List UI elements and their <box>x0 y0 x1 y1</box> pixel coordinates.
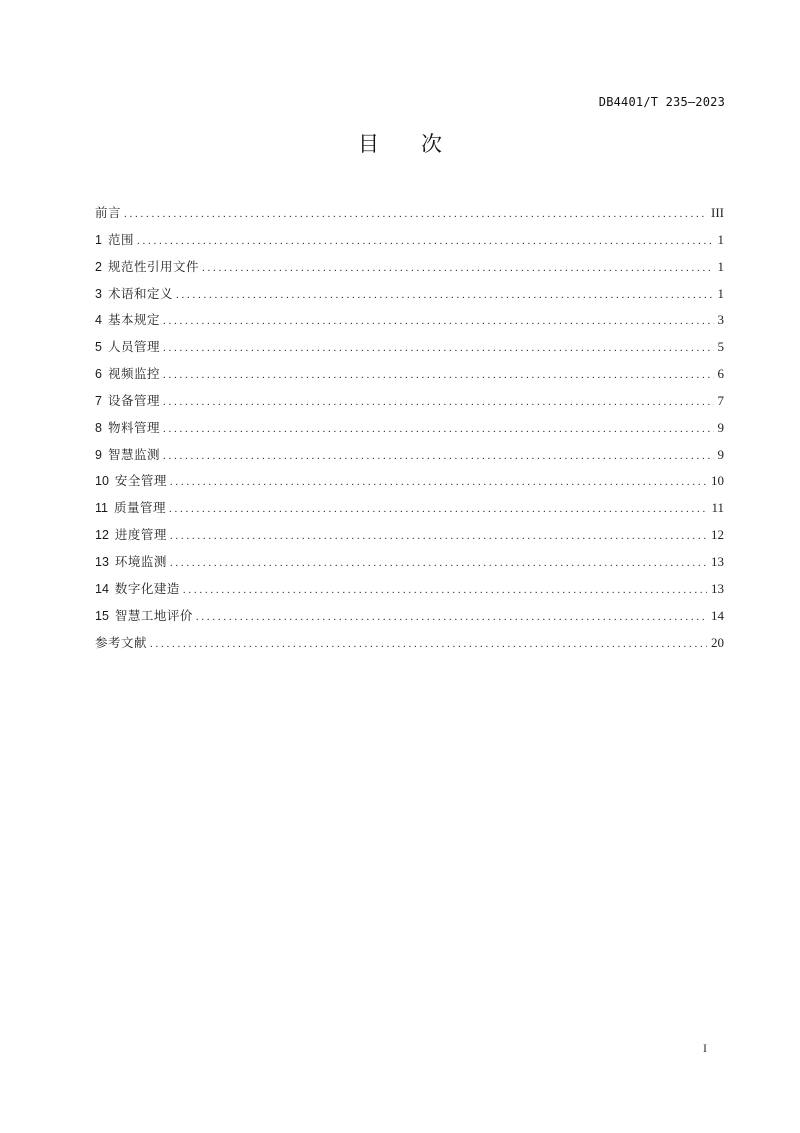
toc-entry-4[interactable] <box>95 310 724 337</box>
toc-dot-leader <box>124 204 707 224</box>
toc-entry-label: 安全管理 <box>114 473 167 489</box>
toc-entry-references[interactable] <box>95 633 724 660</box>
toc-entry-number: 3 <box>95 286 102 301</box>
toc-entry-page: 1 <box>717 231 724 247</box>
toc-entry-number: 10 <box>95 474 109 489</box>
toc-entry-number: 12 <box>95 528 109 543</box>
toc-dot-leader <box>170 553 707 573</box>
toc-dot-leader <box>196 607 707 627</box>
toc-entry-label: 术语和定义 <box>107 285 173 301</box>
toc-entry-number: 9 <box>95 447 102 462</box>
toc-entry-preface[interactable] <box>95 203 724 230</box>
toc-entry-13[interactable] <box>95 552 724 579</box>
toc-entry-page: 13 <box>711 553 724 569</box>
toc-entry-label: 物料管理 <box>107 419 160 435</box>
toc-entry-number: 11 <box>95 501 108 516</box>
toc-entry-11[interactable] <box>95 498 724 525</box>
toc-entry-page: 1 <box>717 285 724 301</box>
toc-dot-leader <box>150 634 707 654</box>
toc-dot-leader <box>183 580 707 600</box>
toc-entry-page: 10 <box>711 473 724 489</box>
standard-code: DB4401/T 235—2023 <box>598 95 725 109</box>
toc-entry-label: 规范性引用文件 <box>107 258 199 274</box>
toc-dot-leader <box>170 526 707 546</box>
toc-entry-page: 7 <box>717 392 724 408</box>
toc-dot-leader <box>176 285 714 305</box>
toc-entry-page: 6 <box>717 366 724 382</box>
toc-entry-9[interactable] <box>95 445 724 472</box>
toc-entry-page: 12 <box>711 527 724 543</box>
toc-entry-page: 1 <box>717 258 724 274</box>
toc-dot-leader <box>137 231 714 251</box>
toc-entry-1[interactable] <box>95 230 724 257</box>
toc-entry-page: 9 <box>717 446 724 462</box>
toc-dot-leader <box>163 365 714 385</box>
toc-entry-page: 9 <box>717 419 724 435</box>
toc-entry-number: 8 <box>95 420 102 435</box>
toc-entry-3[interactable] <box>95 284 724 311</box>
toc-entry-2[interactable] <box>95 257 724 284</box>
toc-entry-page: 13 <box>711 580 724 596</box>
page-title <box>0 128 800 158</box>
toc-entry-label: 环境监测 <box>114 553 167 569</box>
toc-entry-label: 设备管理 <box>107 392 160 408</box>
toc-entry-number: 2 <box>95 259 102 274</box>
toc-entry-number: 15 <box>95 608 109 623</box>
toc-entry-number: 5 <box>95 340 102 355</box>
toc-entry-number: 14 <box>95 581 109 596</box>
toc-entry-label: 智慧监测 <box>107 446 160 462</box>
toc-entry-page: III <box>711 205 724 220</box>
toc-entry-number: 13 <box>95 554 109 569</box>
toc-entry-12[interactable] <box>95 525 724 552</box>
toc-entry-7[interactable] <box>95 391 724 418</box>
toc-entry-page: 11 <box>711 500 724 516</box>
toc-entry-14[interactable] <box>95 579 724 606</box>
toc-entry-10[interactable] <box>95 471 724 498</box>
toc-dot-leader <box>163 311 714 331</box>
toc-dot-leader <box>163 338 714 358</box>
toc-entry-label: 前言 <box>95 205 122 220</box>
toc-entry-label: 参考文献 <box>95 634 148 650</box>
toc-entry-page: 5 <box>717 339 724 355</box>
toc-dot-leader <box>163 446 714 466</box>
toc-entry-5[interactable] <box>95 337 724 364</box>
toc-dot-leader <box>163 392 714 412</box>
toc-entry-number: 4 <box>95 313 102 328</box>
toc-entry-label: 视频监控 <box>107 366 160 382</box>
toc-dot-leader <box>170 472 707 492</box>
toc-entry-number: 1 <box>95 232 102 247</box>
toc-entry-6[interactable] <box>95 364 724 391</box>
toc-entry-8[interactable] <box>95 418 724 445</box>
toc-entry-label: 进度管理 <box>114 527 167 543</box>
toc-entry-page: 20 <box>711 634 724 650</box>
toc-entry-label: 智慧工地评价 <box>114 607 193 623</box>
toc-entry-label: 范围 <box>107 231 134 247</box>
title-char-2: 次 <box>421 132 442 156</box>
toc-entry-number: 7 <box>95 393 102 408</box>
toc-entry-label: 基本规定 <box>107 312 160 328</box>
toc-dot-leader <box>202 258 714 278</box>
table-of-contents <box>95 203 724 659</box>
page-number: I <box>703 1041 707 1055</box>
title-char-1: 目 <box>358 132 379 156</box>
toc-entry-number: 6 <box>95 367 102 382</box>
toc-entry-15[interactable] <box>95 606 724 633</box>
toc-entry-page: 3 <box>717 312 724 328</box>
toc-entry-label: 数字化建造 <box>114 580 180 596</box>
toc-dot-leader <box>169 499 707 519</box>
toc-entry-page: 14 <box>711 607 724 623</box>
toc-dot-leader <box>163 419 714 439</box>
toc-entry-label: 人员管理 <box>107 339 160 355</box>
toc-entry-label: 质量管理 <box>113 500 166 516</box>
